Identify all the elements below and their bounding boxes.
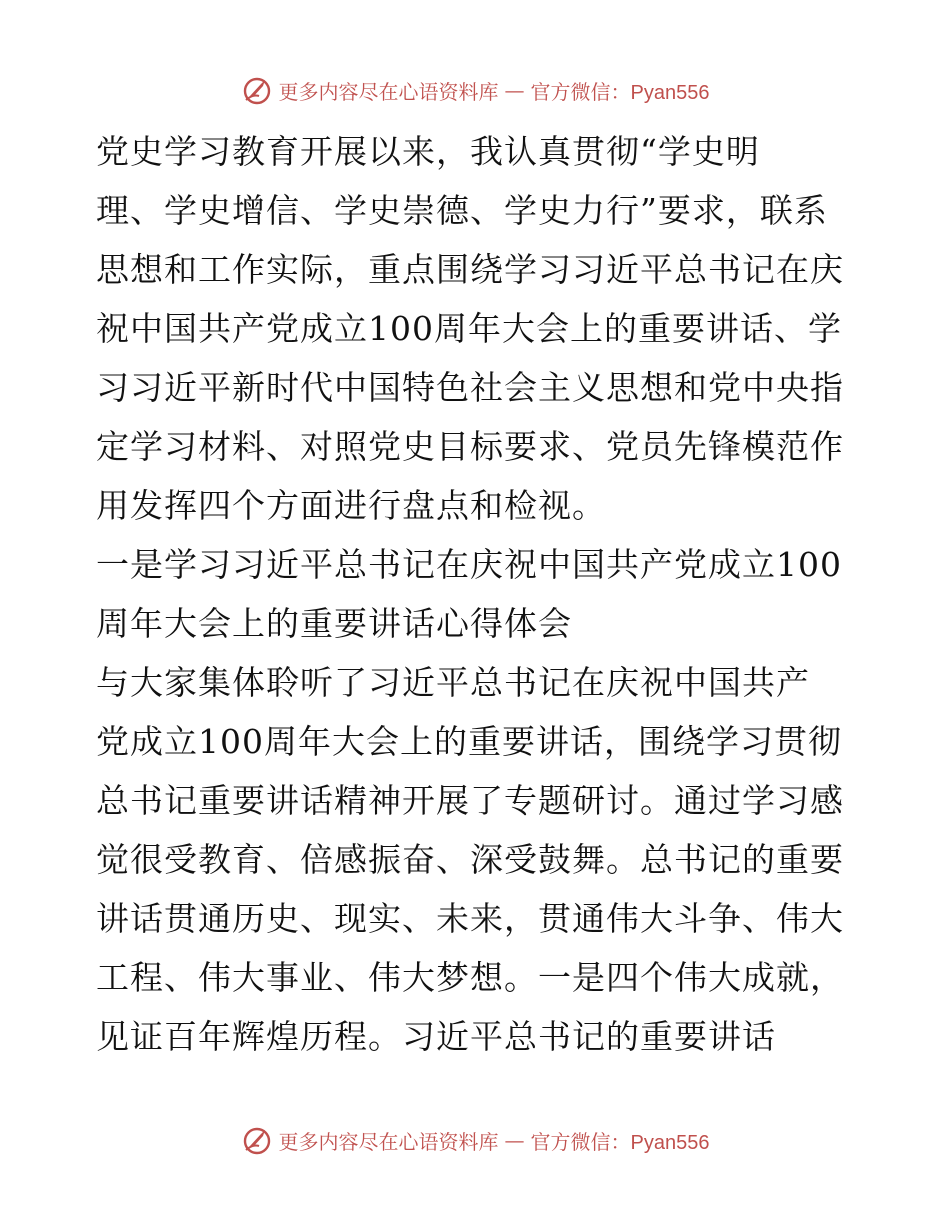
text-line: 总书记重要讲话精神开展了专题研讨。通过学习感 (96, 781, 844, 820)
watermark-dash: — (504, 78, 525, 102)
text-line: 用发挥四个方面进行盘点和检视。 (96, 486, 606, 525)
text-line: 与大家集体聆听了习近平总书记在庆祝中国共产 (96, 663, 810, 702)
header-watermark (0, 70, 950, 110)
paragraph-heading-one (96, 535, 856, 653)
text-line: 讲话贯通历史、现实、未来，贯通伟大斗争、伟大 (96, 899, 844, 938)
text-line: 定学习材料、对照党史目标要求、党员先锋模范作 (96, 427, 844, 466)
text-line: 党史学习教育开展以来，我认真贯彻“学史明 (96, 132, 760, 171)
quill-logo-icon (241, 74, 273, 106)
text-line: 一是学习习近平总书记在庆祝中国共产党成立100 (96, 545, 842, 584)
text-line: 习习近平新时代中国特色社会主义思想和党中央指 (96, 368, 844, 407)
text-line: 思想和工作实际，重点围绕学习习近平总书记在庆 (96, 250, 844, 289)
watermark-wechat: 官方微信：Pyan556 (530, 1131, 710, 1154)
watermark-wechat: 官方微信：Pyan556 (530, 81, 710, 104)
watermark-title: 更多内容尽在心语资料库 (278, 1129, 499, 1154)
watermark-title: 更多内容尽在心语资料库 (278, 79, 499, 104)
document-body (96, 122, 856, 1066)
text-line: 工程、伟大事业、伟大梦想。一是四个伟大成就， (96, 958, 844, 997)
quill-logo-icon (241, 1124, 273, 1156)
watermark-dash: — (504, 1128, 525, 1152)
text-line: 党成立100周年大会上的重要讲话，围绕学习贯彻 (96, 722, 842, 761)
paragraph-body (96, 653, 856, 1066)
paragraph-intro (96, 122, 856, 535)
text-line: 祝中国共产党成立100周年大会上的重要讲话、学 (96, 309, 842, 348)
text-line: 觉很受教育、倍感振奋、深受鼓舞。总书记的重要 (96, 840, 844, 879)
text-line: 见证百年辉煌历程。习近平总书记的重要讲话 (96, 1017, 776, 1056)
text-line: 理、学史增信、学史崇德、学史力行”要求，联系 (96, 191, 828, 230)
footer-watermark (0, 1120, 950, 1160)
text-line: 周年大会上的重要讲话心得体会 (96, 604, 572, 643)
